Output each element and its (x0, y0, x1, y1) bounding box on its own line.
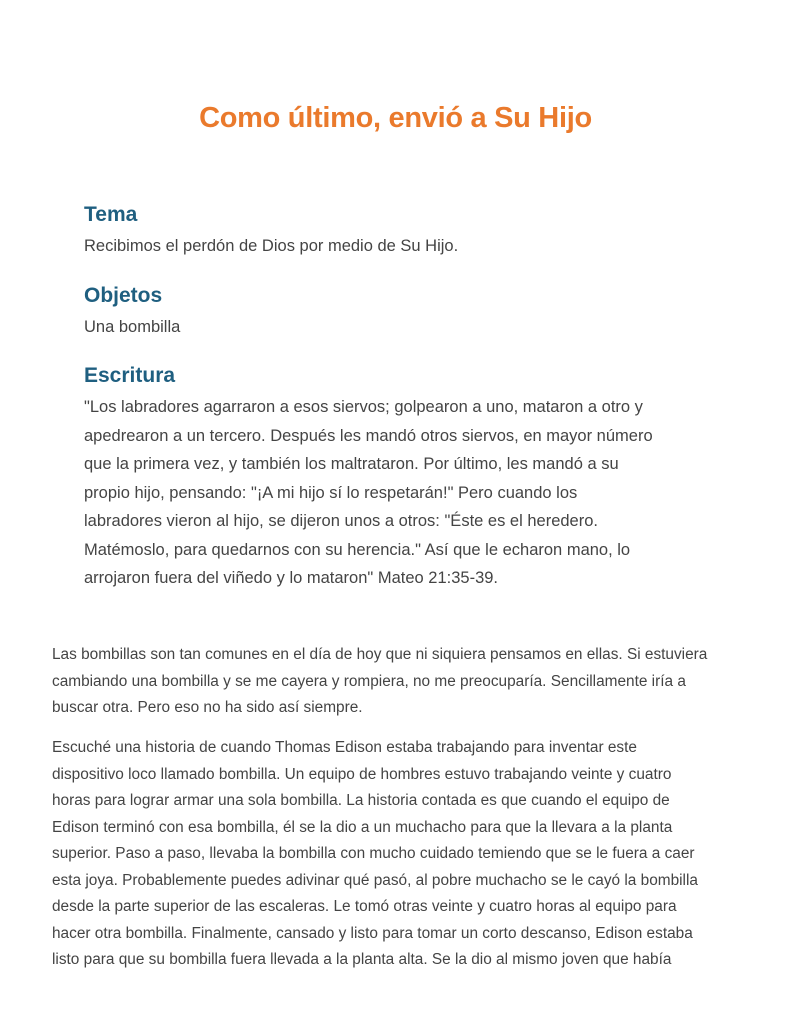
section-escritura (84, 363, 724, 593)
section-objetos (84, 283, 724, 342)
section-heading-tema: Tema (84, 203, 138, 226)
section-tema (84, 202, 724, 261)
body-paragraph-1: Las bombillas son tan comunes en el día de hoy que ni siquiera pensamos en ellas. Si estuviera cambiando una bombilla y se me cayera y rompiera, no me preocuparía. Sencillamente iría a buscar otra. Pero eso no ha sido así siempre. (52, 646, 708, 716)
section-text-tema: Recibimos el perdón de Dios por medio de Su Hijo. (84, 237, 459, 255)
page-title: Como último, envió a Su Hijo (199, 102, 592, 134)
section-text-objetos: Una bombilla (84, 318, 181, 336)
body-paragraph-2: Escuché una historia de cuando Thomas Edison estaba trabajando para inventar este dispositivo loco llamado bombilla. Un equipo de hombres estuvo trabajando veinte y cuatro horas para lograr armar una sola bombilla. La historia contada es que cuando el equipo de Edison terminó con esa bombilla, él se la dio a un muchacho para que la llevara a la planta superior. Paso a paso, llevaba la bombilla con mucho cuidado temiendo que se le fuera a caer esta joya. Probablemente puedes adivinar qué pasó, al pobre muchacho se le cayó la bombilla desde la parte superior de las escaleras. Le tomó otras veinte y cuatro horas al equipo para hacer otra bombilla. Finalmente, cansado y listo para tomar un corto descanso, Edison estaba listo para que su bombilla fuera llevada a la planta alta. Se la dio al mismo joven que había (52, 739, 698, 968)
section-heading-escritura: Escritura (84, 364, 176, 387)
section-heading-objetos: Objetos (84, 284, 163, 307)
scripture-quote: "Los labradores agarraron a esos siervos; golpearon a uno, mataron a otro y apedrearon a un tercero. Después les mandó otros siervos, en mayor número que la primera vez, y también los maltrataron. Por último, les mandó a su propio hijo, pensando: "¡A mi hijo sí lo respetarán!" Pero cuando los labradores vieron al hijo, se dijeron unos a otros: "Éste es el heredero. Matémoslo, para quedarnos con su herencia." Así que le echaron mano, lo arrojaron fuera del viñedo y lo mataron" Mateo 21:35-39. (84, 398, 653, 587)
